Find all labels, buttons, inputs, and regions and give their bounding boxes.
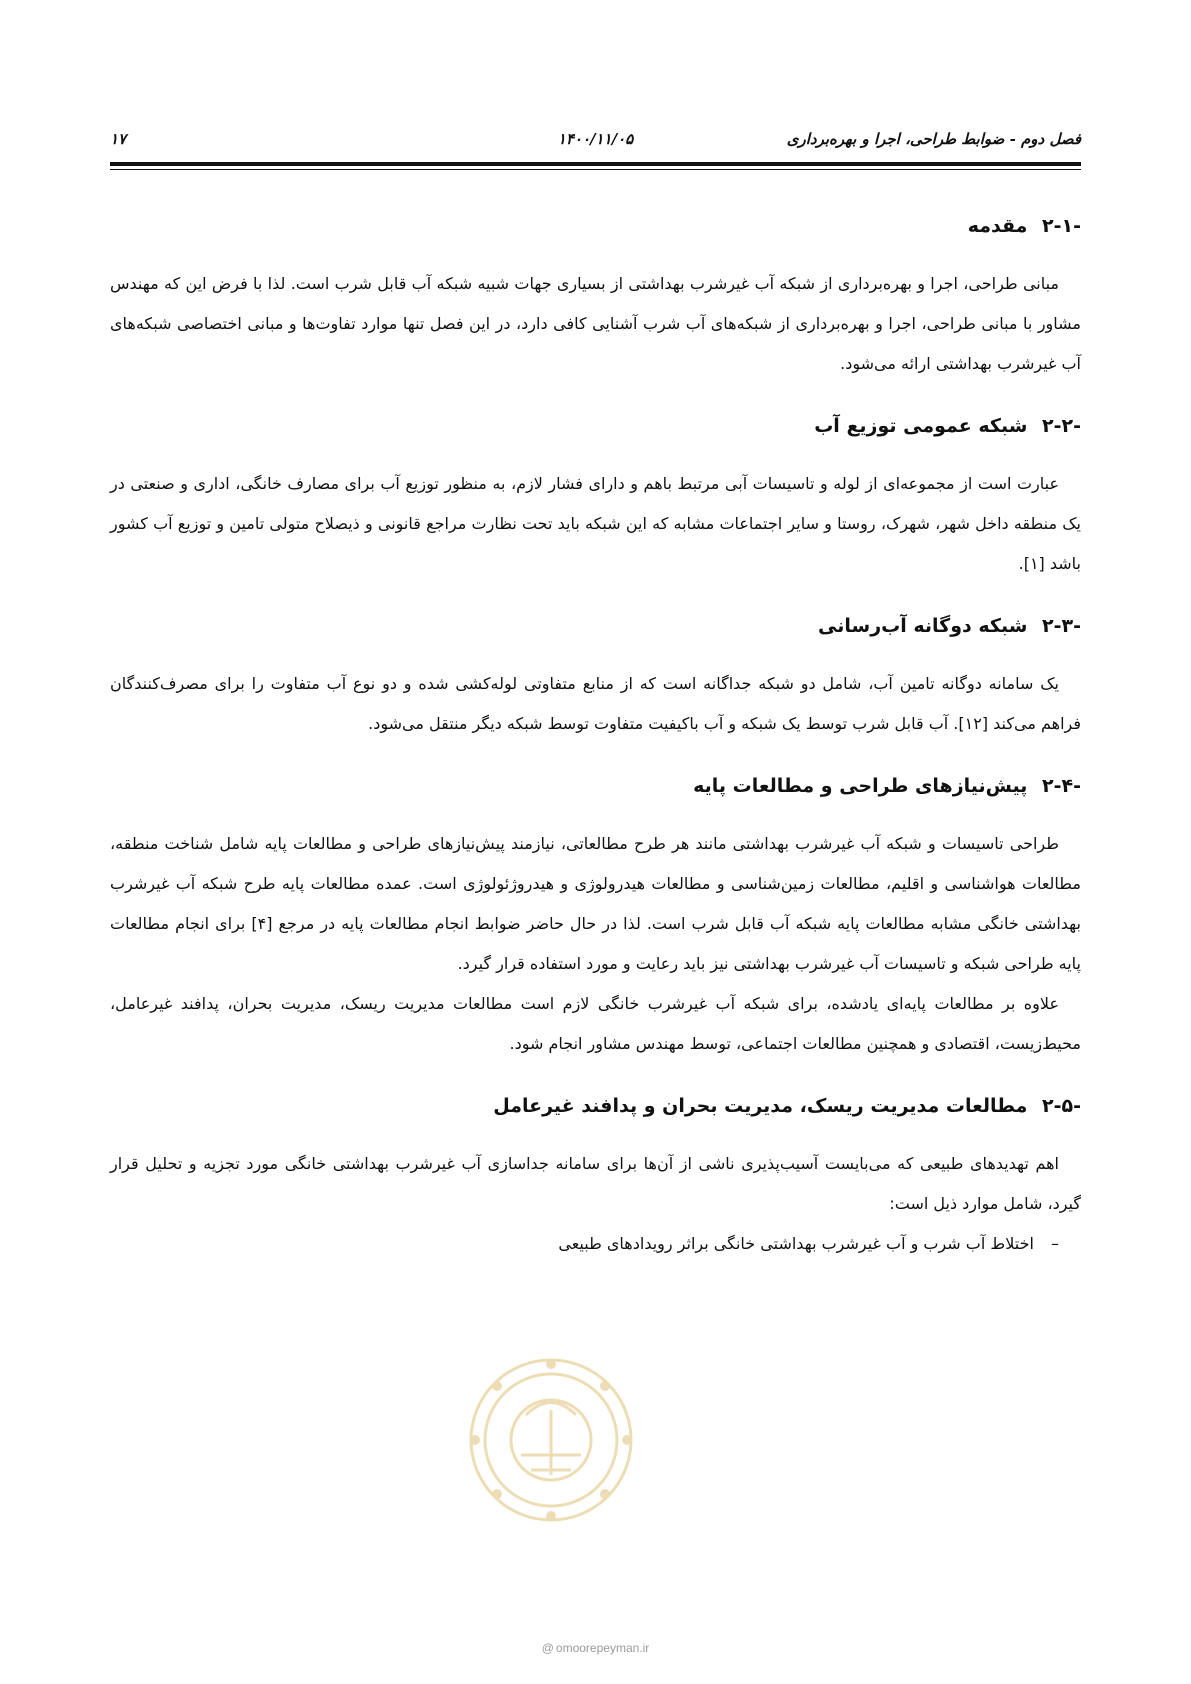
section-heading-introduction (110, 212, 1081, 240)
paragraph: عبارت است از مجموعه‌ای از لوله و تاسیسات آبی مرتبط باهم و دارای فشار لازم، به منظور توزیع آب برای مصارف خانگی، اداری و صنعتی در یک منطقه داخل شهر، شهرک، روستا و سایر اجتماعات مشابه که این شبکه باید تحت نظارت مراجع قانونی و ذیصلاح متولی تامین و توزیع آب کشور باشد [۱]. (110, 474, 1081, 573)
running-header (110, 130, 1081, 156)
header-rule-thick (110, 162, 1081, 166)
section-heading-public-network (110, 412, 1081, 440)
paragraph: مبانی طراحی، اجرا و بهره‌برداری از شبکه آب غیرشرب بهداشتی از بسیاری جهات شبیه شبکه آب قابل شرب است. لذا با فرض این که مهندس مشاور با مبانی طراحی، اجرا و بهره‌برداری از شبکه‌های آب شرب آشنایی کافی دارد، در این فصل تنها موارد تفاوت‌ها و مبانی اختصاصی شبکه‌های آب غیرشرب بهداشتی ارائه می‌شود. (110, 274, 1081, 373)
footer-site-text: omoorepeyman.ir (555, 1641, 650, 1655)
section-heading-dual-network (110, 612, 1081, 640)
bullet-list (110, 1224, 1081, 1264)
dash-bullet-icon: – (1051, 1234, 1059, 1253)
seal-logo-icon (466, 1355, 636, 1525)
section-number: ۲-۱- (1042, 215, 1081, 237)
header-rule-thin (110, 169, 1081, 170)
section-heading-prerequisites (110, 772, 1081, 800)
paragraph: یک سامانه دوگانه تامین آب، شامل دو شبکه جداگانه است که از منابع متفاوتی لوله‌کشی شده و دو نوع آب متفاوت را برای مصرف‌کنندگان فراهم می‌کند [۱۲]. آب قابل شرب توسط یک شبکه و آب باکیفیت متفاوت توسط شبکه دیگر منتقل می‌شود. (110, 674, 1081, 733)
section-number: ۲-۲- (1042, 415, 1081, 437)
section-title: مقدمه (967, 215, 1028, 237)
section-heading-risk-management (110, 1092, 1081, 1120)
list-item-text: اختلاط آب شرب و آب غیرشرب بهداشتی خانگی براثر رویدادهای طبیعی (558, 1234, 1034, 1253)
header-date: ۱۴۰۰/۱۱/۰۵ (557, 130, 634, 148)
paragraph: علاوه بر مطالعات پایه‌ای یادشده، برای شبکه آب غیرشرب خانگی لازم است مطالعات مدیریت ریسک، مدیریت بحران، پدافند غیرعامل، محیط‌زیست، اقتصادی و همچنین مطالعات اجتماعی، توسط مهندس مشاور انجام شود. (110, 994, 1081, 1053)
page-number: ۱۷ (110, 130, 127, 148)
main-content (110, 212, 1081, 1264)
paragraph: طراحی تاسیسات و شبکه آب غیرشرب بهداشتی مانند هر طرح مطالعاتی، نیازمند پیش‌نیازهای طراحی و مطالعات پایه شامل شناخت منطقه، مطالعات هواشناسی و اقلیم، مطالعات زمین‌شناسی و مطالعات هیدرولوژی و هیدروژئولوژی است. عمده مطالعات پایه طرح شبکه آب غیرشرب بهداشتی خانگی مشابه مطالعات پایه شبکه آب قابل شرب است. لذا در حال حاضر ضوابط انجام مطالعات پایه در مرجع [۴] برای انجام مطالعات پایه طراحی شبکه و تاسیسات آب غیرشرب بهداشتی نیز باید رعایت و مورد استفاده قرار گیرد. (110, 834, 1082, 973)
section-number: ۲-۵- (1042, 1095, 1081, 1117)
chapter-title: فصل دوم - ضوابط طراحی، اجرا و بهره‌برداری (786, 130, 1081, 148)
footer-website (0, 1641, 1191, 1655)
paragraph: اهم تهدیدهای طبیعی که می‌بایست آسیب‌پذیری ناشی از آن‌ها برای سامانه جداسازی آب غیرشرب بهداشتی خانگی مورد تجزیه و تحلیل قرار گیرد، شامل موارد ذیل است: (110, 1154, 1081, 1213)
section-title: شبکه دوگانه آب‌رسانی (818, 615, 1028, 637)
list-item (110, 1224, 1059, 1264)
section-title: مطالعات مدیریت ریسک، مدیریت بحران و پدافند غیرعامل (493, 1095, 1028, 1117)
at-icon: @ (541, 1641, 554, 1655)
section-number: ۲-۳- (1042, 615, 1081, 637)
section-title: پیش‌نیازهای طراحی و مطالعات پایه (693, 775, 1028, 797)
section-title: شبکه عمومی توزیع آب (814, 415, 1028, 437)
section-number: ۲-۴- (1042, 775, 1081, 797)
